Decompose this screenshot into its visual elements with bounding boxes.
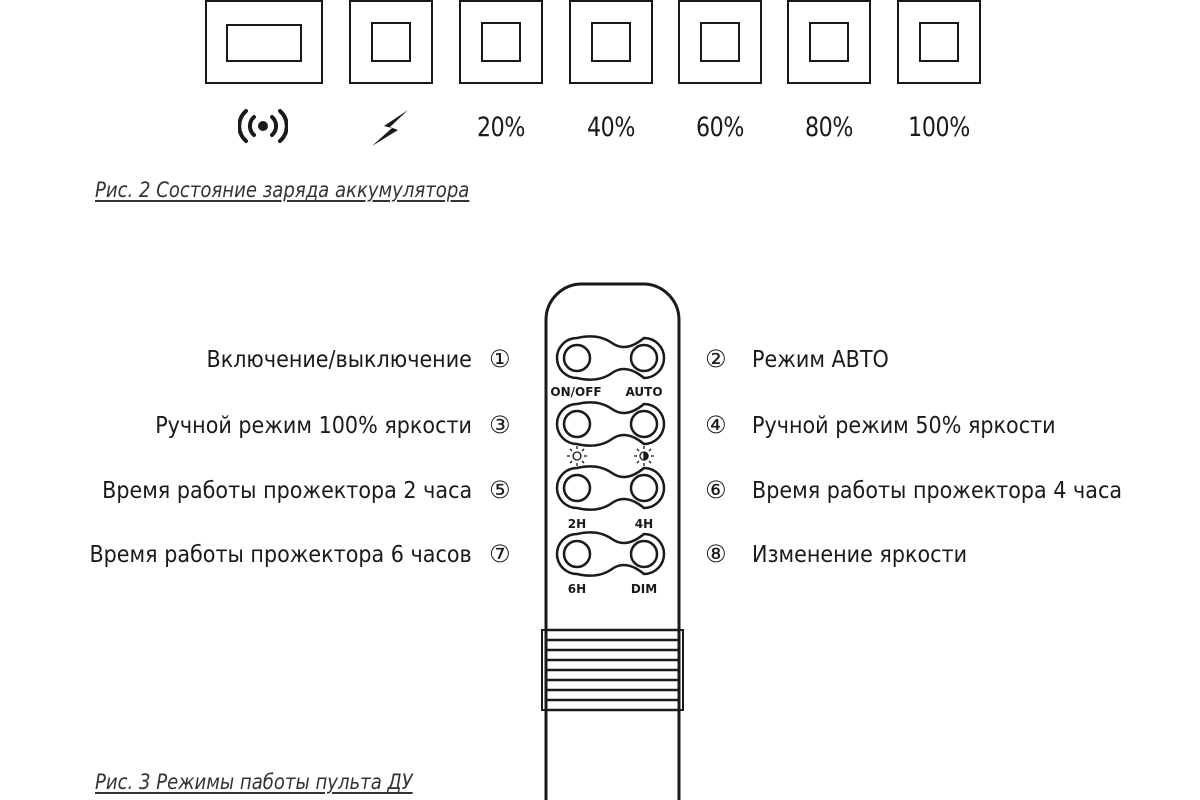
- lightning-bolt-icon: [370, 108, 412, 148]
- wireless-signal-icon: [238, 106, 288, 146]
- mode-text-5: Время работы прожектора 2 часа: [101, 478, 472, 504]
- sun-half-icon: [634, 446, 654, 466]
- mode-text-3: Ручной режим 100% яркости: [155, 413, 472, 439]
- indicator-label-100: 100%: [908, 112, 970, 143]
- indicator-box-100: [897, 0, 981, 84]
- indicator-label-20: 20%: [477, 112, 525, 143]
- mode-text-2: Режим АВТО: [752, 347, 889, 373]
- mode-num-3: ③: [489, 411, 511, 439]
- indicator-label-60: 60%: [696, 112, 744, 143]
- indicator-box-20: [459, 0, 543, 84]
- mode-text-1: Включение/выключение: [206, 347, 472, 373]
- indicator-label-40: 40%: [587, 112, 635, 143]
- mode-num-6: ⑥: [705, 476, 727, 504]
- label-dim: DIM: [630, 582, 658, 596]
- remote-control: [540, 278, 685, 800]
- label-onoff: ON/OFF: [550, 385, 602, 399]
- mode-num-7: ⑦: [489, 540, 511, 568]
- indicator-box-signal: [205, 0, 323, 84]
- mode-num-4: ④: [705, 411, 727, 439]
- figure3-caption: Рис. 3 Режимы паботы пульта ДУ: [95, 770, 413, 794]
- indicator-box-60: [678, 0, 762, 84]
- mode-num-8: ⑧: [705, 540, 727, 568]
- mode-num-1: ①: [489, 345, 511, 373]
- label-2h: 2H: [567, 517, 587, 531]
- mode-text-8: Изменение яркости: [752, 542, 968, 568]
- label-4h: 4H: [634, 517, 654, 531]
- label-auto: AUTO: [625, 385, 663, 399]
- indicator-box-80: [787, 0, 871, 84]
- mode-text-7: Время работы прожектора 6 часов: [89, 542, 472, 568]
- figure2-caption: Рис. 2 Состояние заряда аккумулятора: [95, 178, 470, 202]
- indicator-box-charging: [349, 0, 433, 84]
- mode-text-6: Время работы прожектора 4 часа: [752, 478, 1123, 504]
- label-6h: 6H: [567, 582, 587, 596]
- mode-text-4: Ручной режим 50% яркости: [752, 413, 1056, 439]
- indicator-box-40: [569, 0, 653, 84]
- mode-num-5: ⑤: [489, 476, 511, 504]
- mode-num-2: ②: [705, 345, 727, 373]
- indicator-label-80: 80%: [805, 112, 853, 143]
